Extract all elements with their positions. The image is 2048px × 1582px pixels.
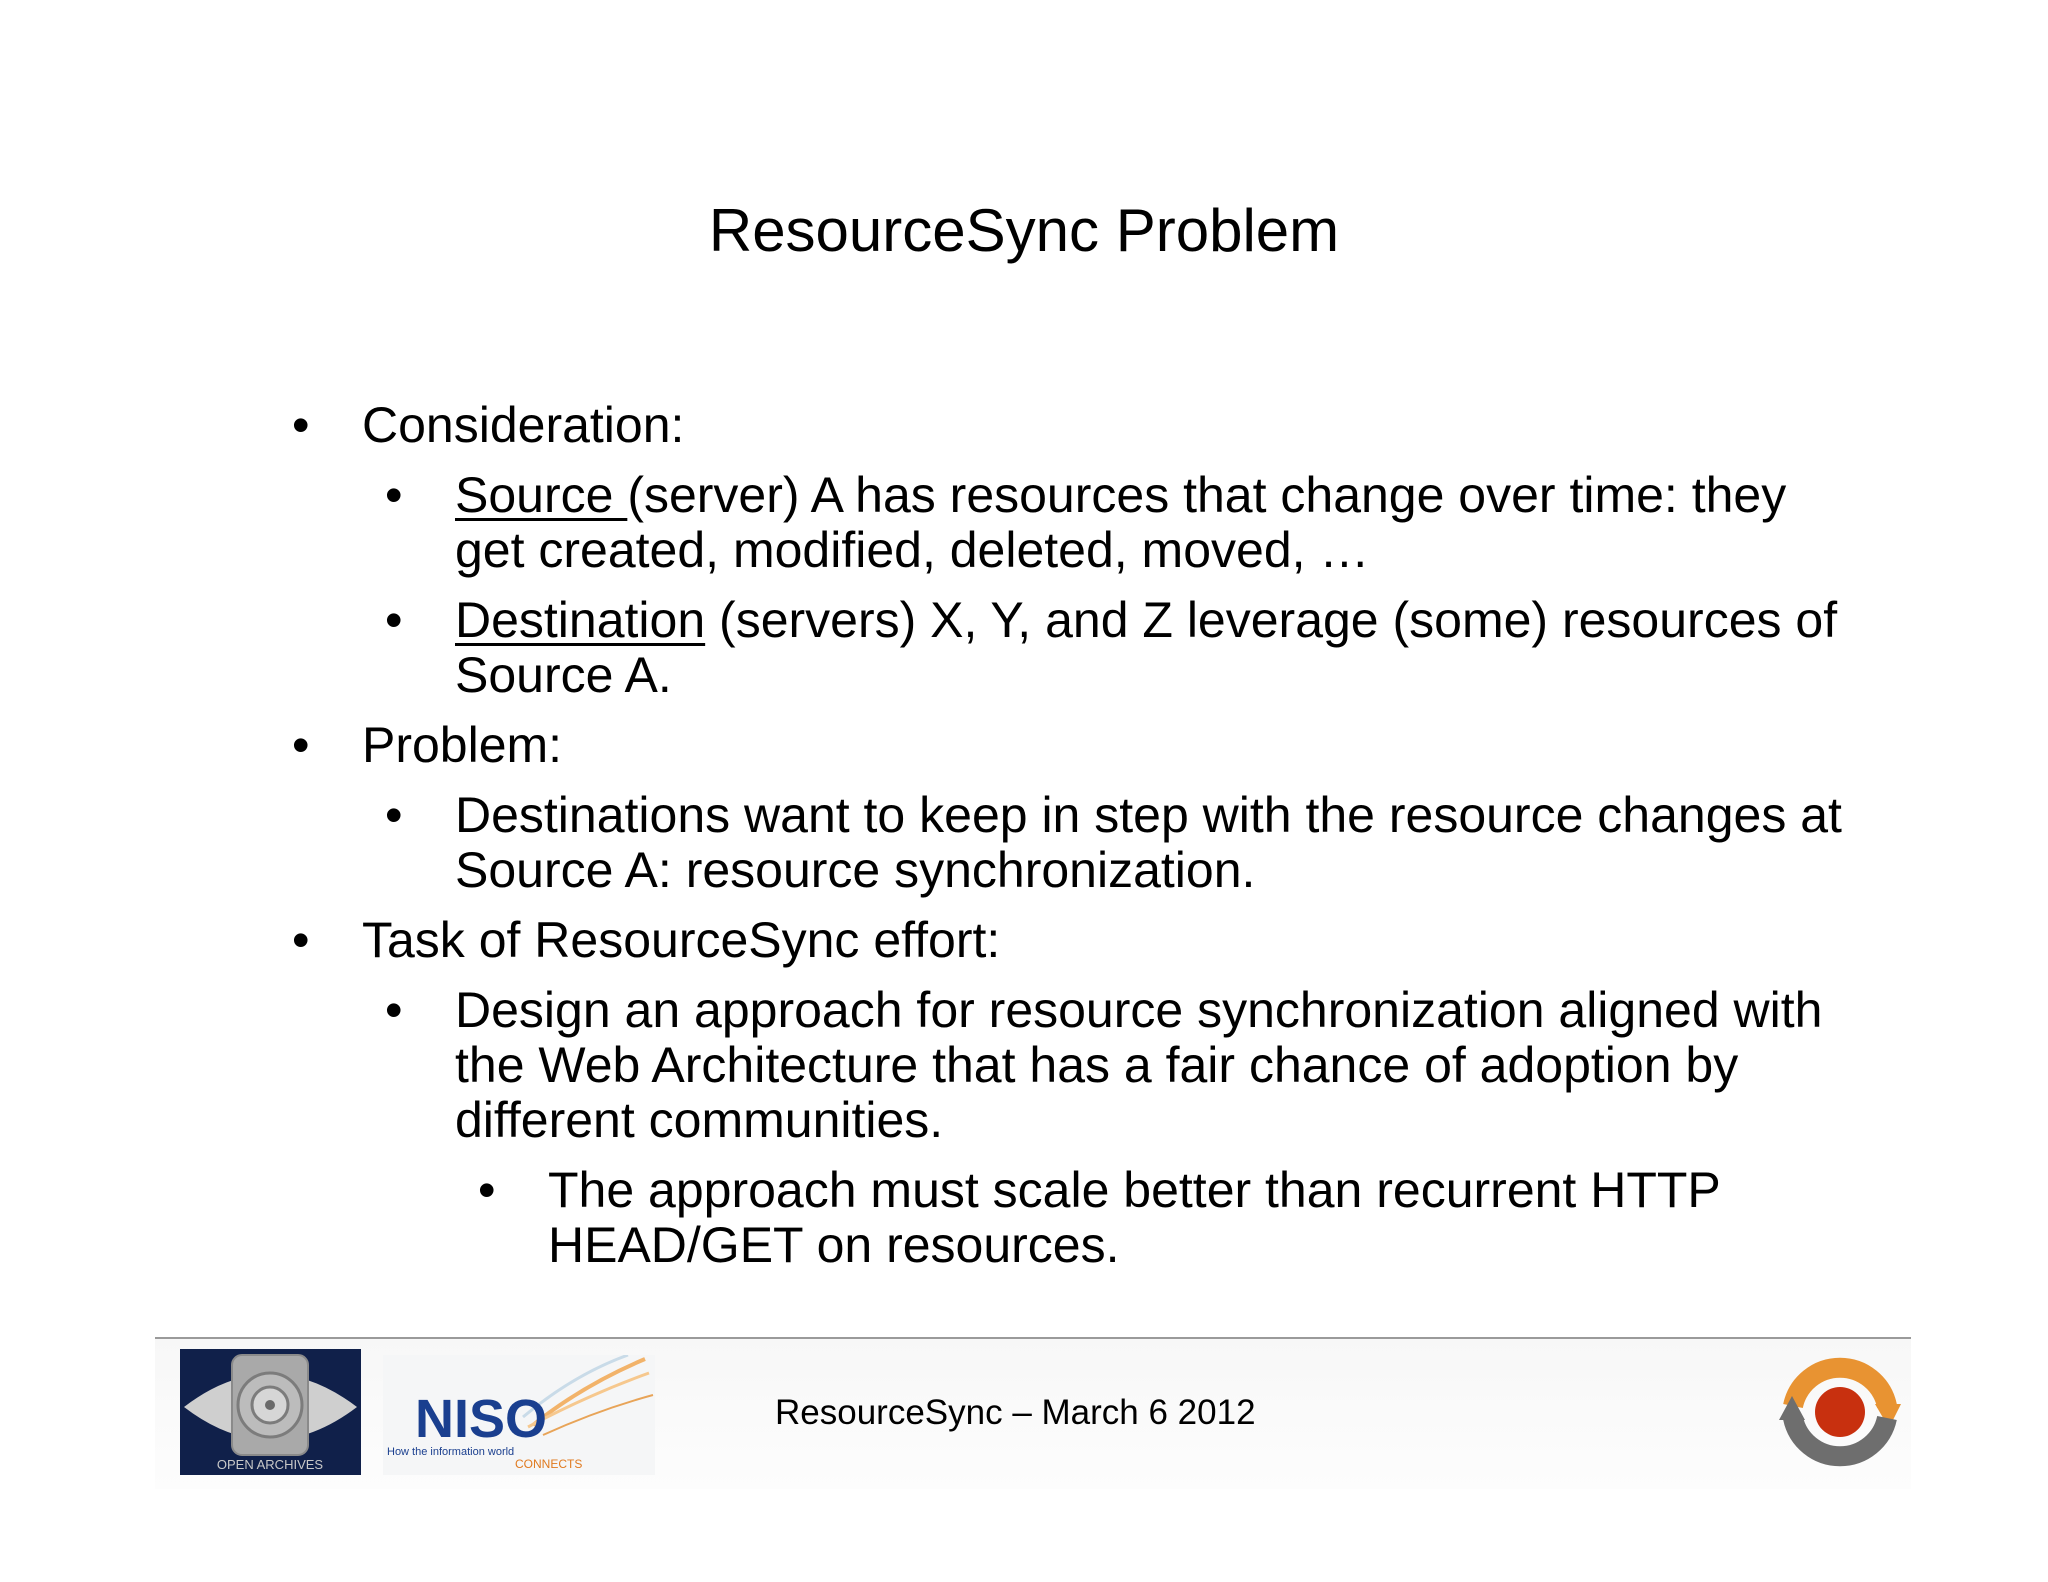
resourcesync-logo bbox=[1775, 1352, 1905, 1472]
bullet-source bbox=[381, 468, 1848, 578]
niso-tagline-connects: CONNECTS bbox=[515, 1457, 583, 1471]
oa-caption: OPEN ARCHIVES bbox=[216, 1457, 324, 1472]
bullet-problem-label: Problem: bbox=[362, 717, 563, 773]
bullet-task bbox=[288, 913, 1848, 968]
niso-wordmark: NISO bbox=[415, 1389, 548, 1449]
bullet-problem bbox=[288, 718, 1848, 773]
task-subdetail-text: The approach must scale better than recurrent HTTP HEAD/GET on resources. bbox=[548, 1162, 1720, 1273]
sync-center-dot bbox=[1815, 1387, 1865, 1437]
bullet-dot: • bbox=[385, 787, 403, 843]
bullet-task-subdetail bbox=[474, 1163, 1848, 1273]
bullet-task-detail bbox=[381, 983, 1848, 1148]
bullet-dot: • bbox=[478, 1162, 496, 1218]
bullet-consideration bbox=[288, 398, 1848, 453]
bullet-dot: • bbox=[385, 467, 403, 523]
niso-logo bbox=[383, 1355, 655, 1475]
slide-title: ResourceSync Problem bbox=[708, 197, 1340, 264]
bullet-consideration-label: Consideration: bbox=[362, 397, 685, 453]
destination-term: Destination bbox=[455, 592, 706, 648]
source-term: Source bbox=[455, 467, 628, 523]
bullet-dot: • bbox=[385, 592, 403, 648]
bullet-dot: • bbox=[292, 397, 310, 453]
source-text: (server) A has resources that change over time: they get created, modified, deleted, moved, … bbox=[455, 467, 1787, 578]
bullet-destination bbox=[381, 593, 1848, 703]
task-detail-text: Design an approach for resource synchronization aligned with the Web Architecture that has a fair chance of adoption by different communities. bbox=[455, 982, 1823, 1148]
bullet-problem-detail bbox=[381, 788, 1848, 898]
footer-text: ResourceSync – March 6 2012 bbox=[775, 1393, 1256, 1432]
problem-detail-text: Destinations want to keep in step with the resource changes at Source A: resource synchronization. bbox=[455, 787, 1842, 898]
footer-divider bbox=[155, 1337, 1911, 1339]
bullet-dot: • bbox=[385, 982, 403, 1038]
oa-pupil bbox=[265, 1400, 275, 1410]
niso-tagline: How the information world bbox=[387, 1446, 515, 1458]
bullet-dot: • bbox=[292, 912, 310, 968]
bullet-task-label: Task of ResourceSync effort: bbox=[362, 912, 1001, 968]
destination-text: (servers) X, Y, and Z leverage (some) resources of Source A. bbox=[455, 592, 1838, 703]
bullet-dot: • bbox=[292, 717, 310, 773]
bullet-list bbox=[288, 398, 1848, 1288]
open-archives-logo bbox=[180, 1349, 361, 1475]
